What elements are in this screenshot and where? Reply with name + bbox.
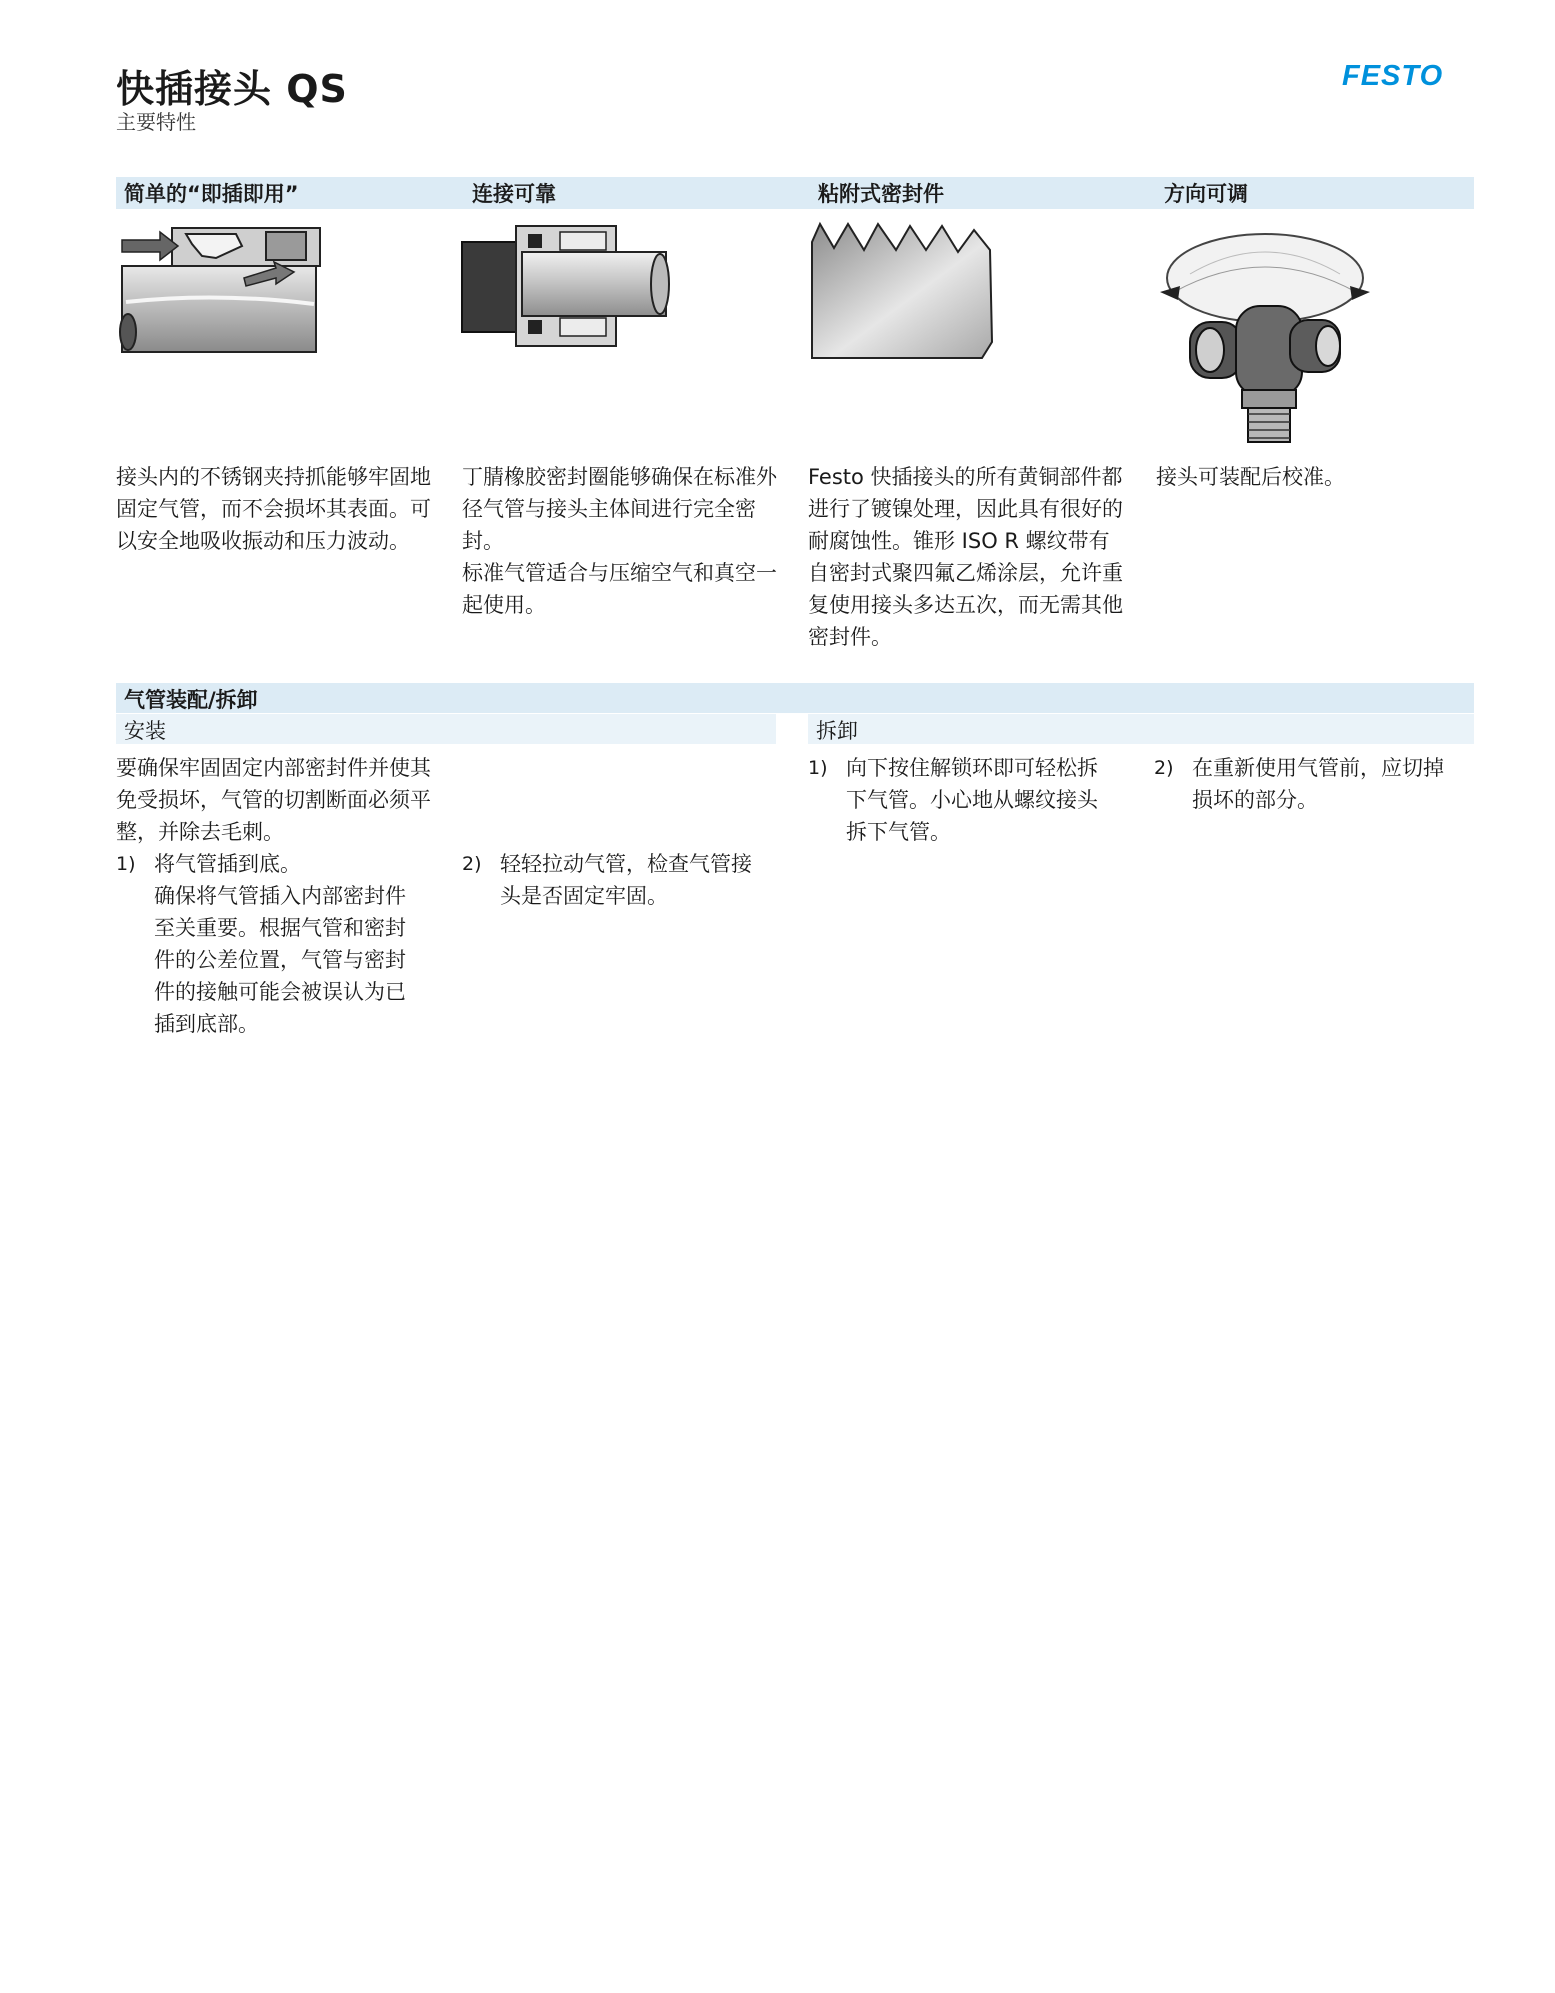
install-step-1-detail bbox=[154, 880, 426, 1036]
svg-text:FESTO: FESTO bbox=[1342, 60, 1444, 92]
feature-text-plug-in bbox=[116, 461, 436, 557]
figure-push-in-tube bbox=[116, 222, 320, 358]
step-detail-text: 确保将气管插入内部密封件至关重要。根据气管和密封件的公差位置，气管与密封件的接触可能会被误认为已插到底部。 bbox=[154, 884, 406, 1036]
step-text: 将气管插到底。 bbox=[154, 852, 301, 876]
remove-subheader-bar bbox=[808, 714, 1474, 744]
page-subtitle: 主要特性 bbox=[116, 110, 196, 134]
install-subheading: 安装 bbox=[124, 719, 166, 743]
install-subheader-bar bbox=[116, 714, 776, 744]
feature-text-rotatable bbox=[1156, 461, 1476, 493]
remove-subheading: 拆卸 bbox=[816, 719, 858, 743]
feature-header-bar bbox=[116, 177, 1474, 209]
figure-seal-tube bbox=[460, 222, 670, 350]
feature-text-reliable bbox=[462, 461, 782, 621]
step-text: 向下按住解锁环即可轻松拆下气管。小心地从螺纹接头拆下气管。 bbox=[846, 756, 1098, 844]
feature-heading-reliable: 连接可靠 bbox=[472, 182, 556, 206]
step-number: 1) bbox=[808, 757, 828, 779]
feature-paragraph: 标准气管适合与压缩空气和真空一起使用。 bbox=[462, 561, 777, 617]
feature-paragraph: Festo 快插接头的所有黄铜部件都进行了镀镍处理，因此具有很好的耐腐蚀性。锥形 ISO R 螺纹带有自密封式聚四氟乙烯涂层，允许重复使用接头多达五次，而无需其他密封件。 bbox=[808, 465, 1123, 649]
step-text: 在重新使用气管前，应切掉损坏的部分。 bbox=[1192, 756, 1444, 812]
tubing-section-bar bbox=[116, 683, 1474, 713]
step-number: 1) bbox=[116, 853, 136, 875]
step-number: 2) bbox=[462, 853, 482, 875]
feature-heading-sealing: 粘附式密封件 bbox=[818, 182, 944, 206]
feature-heading-plug-in: 简单的“即插即用” bbox=[124, 182, 299, 206]
install-intro-text: 要确保牢固固定内部密封件并使其免受损坏，气管的切割断面必须平整，并除去毛刺。 bbox=[116, 756, 431, 844]
page-title: 快插接头 QS bbox=[116, 67, 348, 111]
feature-paragraph: 接头可装配后校准。 bbox=[1156, 465, 1345, 489]
feature-paragraph: 丁腈橡胶密封圈能够确保在标准外径气管与接头主体间进行完全密封。 bbox=[462, 465, 777, 553]
step-text: 轻轻拉动气管，检查气管接头是否固定牢固。 bbox=[500, 852, 752, 908]
feature-heading-rotatable: 方向可调 bbox=[1164, 182, 1248, 206]
feature-paragraph: 接头内的不锈钢夹持抓能够牢固地固定气管，而不会损坏其表面。可以安全地吸收振动和压力波动。 bbox=[116, 465, 431, 553]
feature-text-sealing bbox=[808, 461, 1128, 653]
figure-elbow-fitting bbox=[1150, 222, 1380, 444]
tubing-section-heading: 气管装配/拆卸 bbox=[124, 688, 258, 712]
figure-thread-coating bbox=[806, 222, 998, 362]
festo-logo bbox=[1342, 60, 1474, 92]
step-number: 2) bbox=[1154, 757, 1174, 779]
install-intro bbox=[116, 752, 432, 848]
